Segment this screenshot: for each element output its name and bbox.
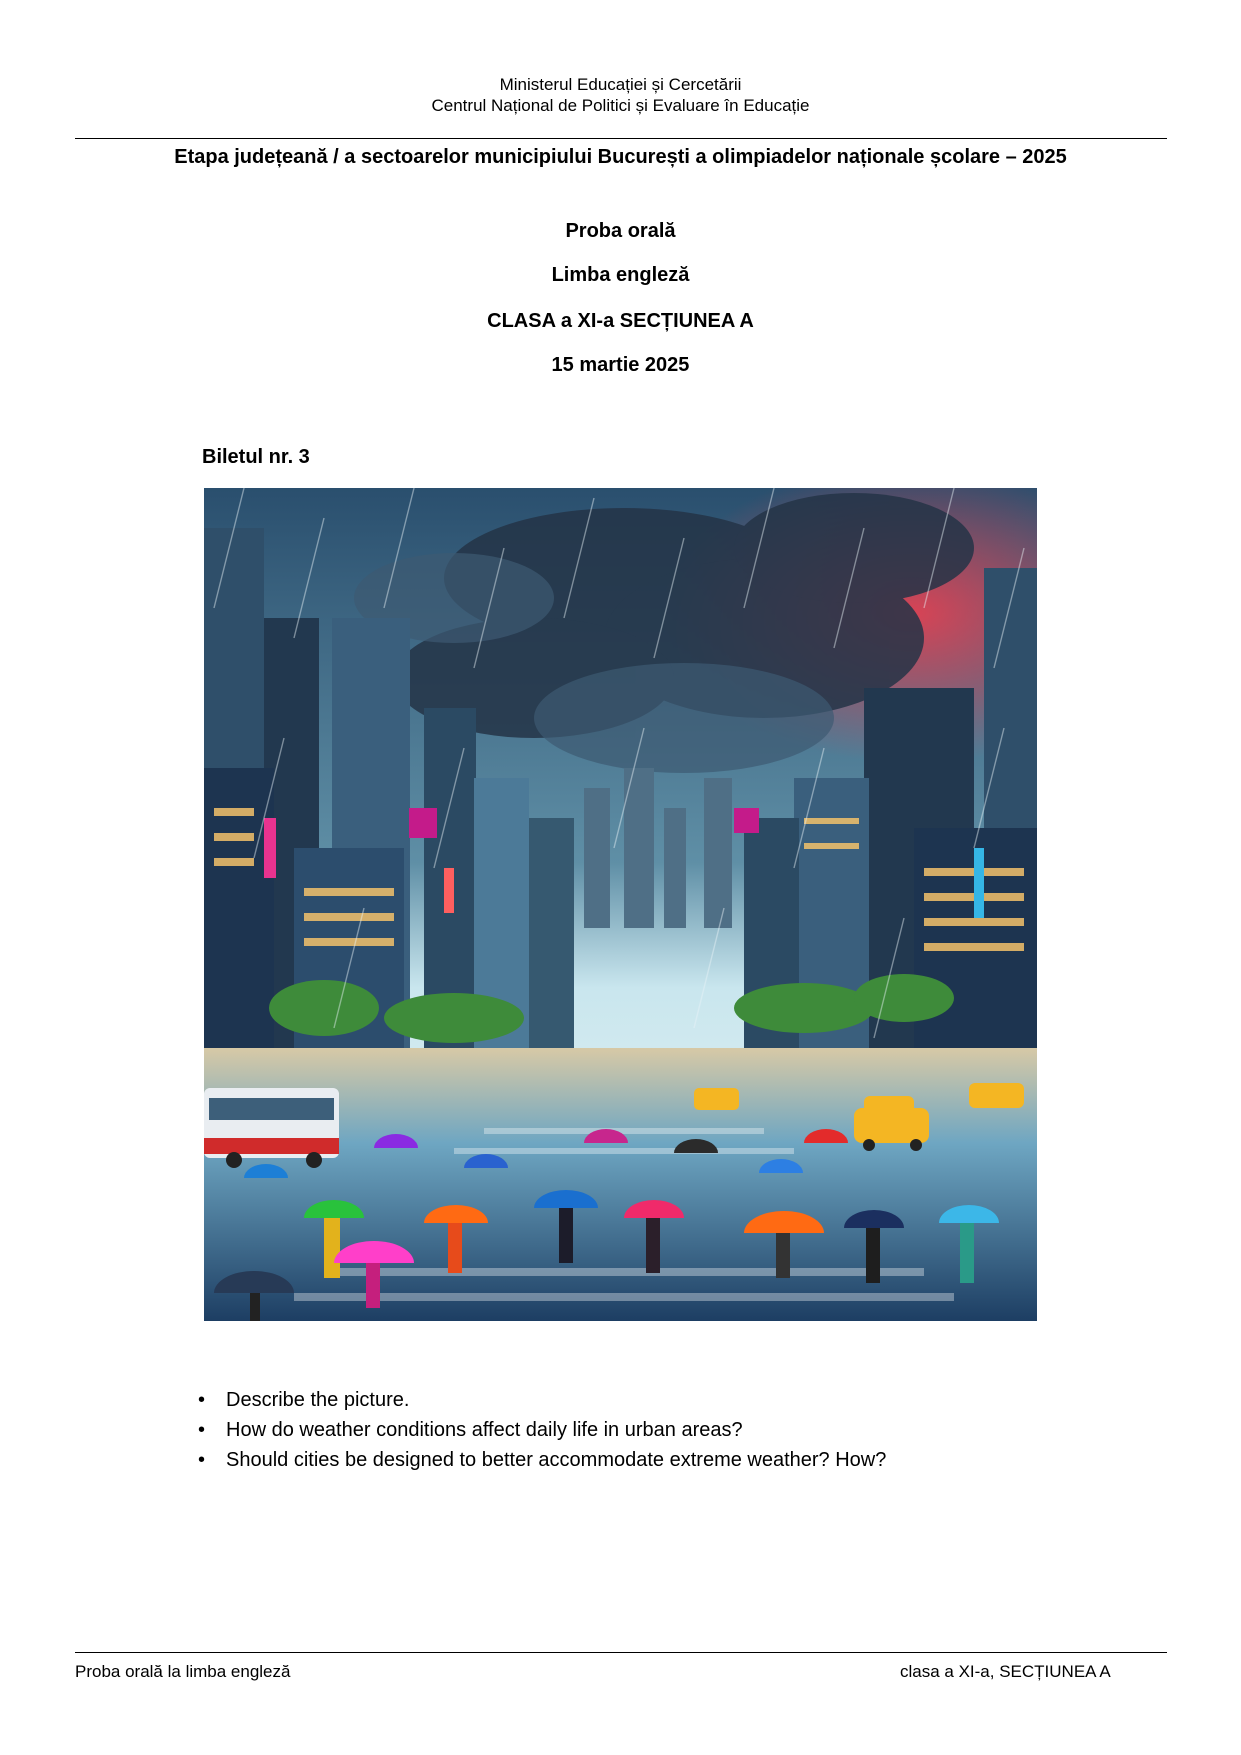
task-text: Should cities be designed to better accommodate extreme weather? How? — [226, 1449, 887, 1471]
footer-divider — [75, 1652, 1167, 1653]
exam-subject: Limba engleză — [551, 264, 690, 286]
bullet-icon: • — [198, 1389, 206, 1411]
task-text: How do weather conditions affect daily life in urban areas? — [226, 1419, 743, 1441]
task-list — [198, 1385, 886, 1475]
list-item — [198, 1385, 886, 1415]
exam-class-section: CLASA a XI-a SECȚIUNEA A — [487, 310, 754, 332]
bullet-icon: • — [198, 1449, 206, 1471]
header-ministry — [0, 74, 1241, 116]
exam-date: 15 martie 2025 — [551, 354, 690, 376]
ministry-name: Ministerul Educației și Cercetării — [499, 75, 742, 94]
center-name: Centrul Național de Politici și Evaluare în Educație — [431, 96, 810, 115]
rainy-city-illustration — [204, 488, 1037, 1321]
footer-left: Proba orală la limba engleză — [75, 1662, 291, 1681]
task-text: Describe the picture. — [226, 1389, 410, 1411]
bullet-icon: • — [198, 1419, 206, 1441]
stage-title: Etapa județeană / a sectoarelor municipiului București a olimpiadelor naționale școlare – 2025 — [174, 146, 1067, 168]
header-divider — [75, 138, 1167, 139]
list-item — [198, 1445, 886, 1475]
exam-type: Proba orală — [565, 220, 676, 242]
rainy-city-picture — [204, 488, 1037, 1321]
footer-right: clasa a XI-a, SECȚIUNEA A — [900, 1662, 1111, 1681]
ticket-label: Biletul nr. 3 — [202, 446, 310, 468]
list-item — [198, 1415, 886, 1445]
